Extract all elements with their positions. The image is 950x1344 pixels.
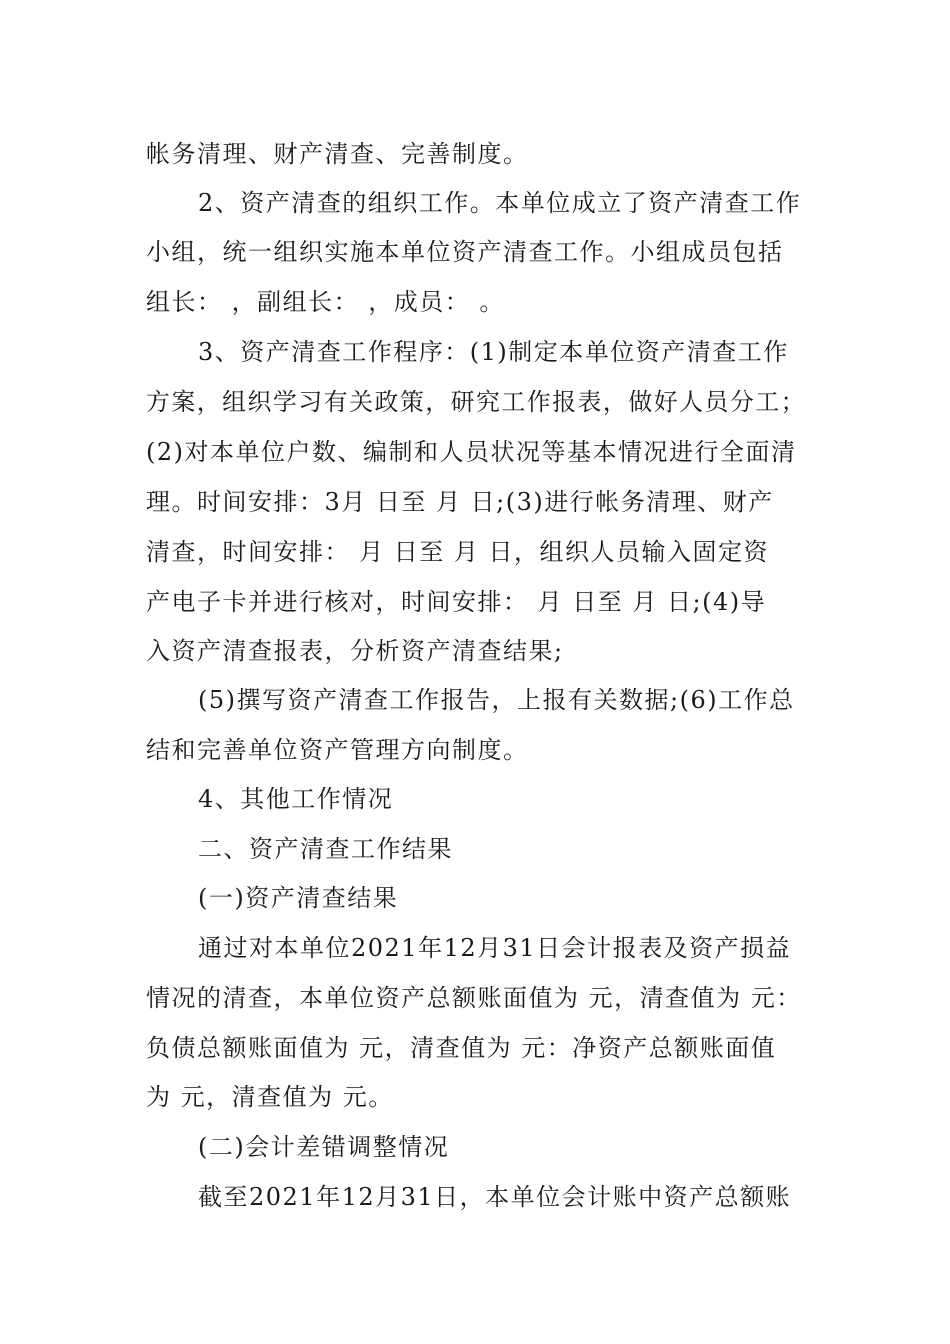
paragraph-line: 理。时间安排：3月 日至 月 日;(3)进行帐务清理、财产	[146, 488, 774, 516]
paragraph-line: 2、资产清查的组织工作。本单位成立了资产清查工作	[198, 189, 802, 217]
section-heading: (二)会计差错调整情况	[198, 1133, 450, 1161]
paragraph-line: 小组，统一组织实施本单位资产清查工作。小组成员包括	[146, 238, 784, 266]
paragraph-line: 产电子卡并进行核对，时间安排： 月 日至 月 日;(4)导	[146, 588, 767, 616]
paragraph-line: (5)撰写资产清查工作报告，上报有关数据;(6)工作总	[198, 686, 795, 714]
paragraph-line: 3、资产清查工作程序：(1)制定本单位资产清查工作	[198, 338, 789, 366]
section-heading: 4、其他工作情况	[198, 785, 394, 813]
paragraph-line: 清查，时间安排： 月 日至 月 日，组织人员输入固定资	[146, 538, 770, 566]
paragraph-line: 结和完善单位资产管理方向制度。	[146, 736, 529, 764]
paragraph-line: 截至2021年12月31日，本单位会计账中资产总额账	[198, 1183, 792, 1211]
paragraph-line: 情况的清查，本单位资产总额账面值为 元，清查值为 元：	[146, 984, 802, 1012]
paragraph-line: 帐务清理、财产清查、完善制度。	[146, 140, 529, 168]
paragraph-line: 通过对本单位2021年12月31日会计报表及资产损益	[198, 934, 792, 962]
paragraph-line: 入资产清查报表，分析资产清查结果;	[146, 637, 564, 665]
paragraph-line: 为 元，清查值为 元。	[146, 1083, 394, 1111]
paragraph-line: 组长： ，副组长： ，成员： 。	[146, 288, 505, 316]
paragraph-line: 方案，组织学习有关政策，研究工作报表，做好人员分工；	[146, 388, 807, 416]
paragraph-line: (2)对本单位户数、编制和人员状况等基本情况进行全面清	[146, 438, 797, 466]
paragraph-line: 负债总额账面值为 元，清查值为 元：净资产总额账面值	[146, 1034, 777, 1062]
section-heading: (一)资产清查结果	[198, 884, 399, 912]
section-heading: 二、资产清查工作结果	[198, 835, 453, 863]
